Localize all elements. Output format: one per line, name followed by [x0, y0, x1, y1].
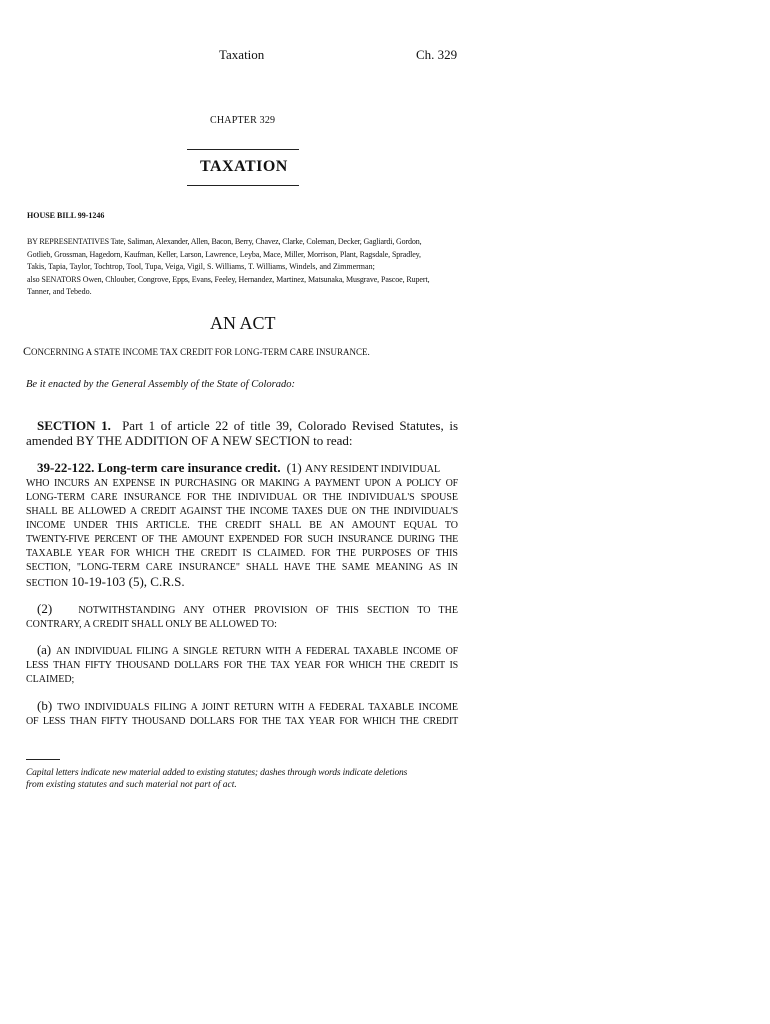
- statute-text: SECTION: [26, 578, 69, 589]
- statute-line: LONG-TERM CARE INSURANCE FOR THE INDIVIDUAL OR THE INDIVIDUAL'S SPOUSE: [26, 492, 458, 503]
- statute-line: TAXABLE YEAR FOR WHICH THE CREDIT IS CLAIMED. FOR THE PURPOSES OF THIS: [26, 548, 458, 559]
- subsection-number: (1): [286, 460, 302, 475]
- bill-number: HOUSE BILL 99-1246: [27, 211, 105, 220]
- statute-citation: 10-19-103 (5), C.R.S.: [71, 574, 185, 589]
- sponsor-line: Gotlieb, Grossman, Hagedorn, Kaufman, Keller, Larson, Lawrence, Leyba, Mace, Miller, Morrison, Plant, Ragsdale, Spradley,: [27, 249, 421, 259]
- statute-line: SHALL BE ALLOWED A CREDIT AGAINST THE INCOME TAXES DUE ON THE INDIVIDUAL'S: [26, 506, 458, 517]
- footnote-rule: [26, 759, 60, 760]
- paragraph-text: TWO INDIVIDUALS FILING A JOINT RETURN WITH A FEDERAL TAXABLE INCOME: [57, 702, 459, 713]
- sponsor-line: also SENATORS Owen, Chlouber, Congrove, Epps, Evans, Feeley, Hernandez, Martinez, Matsunaka, Musgrave, Pascoe, Rupert,: [27, 274, 430, 284]
- footnote-line: Capital letters indicate new material added to existing statutes; dashes through words indicate deletions: [26, 768, 408, 778]
- section-1-text: Part 1 of article 22 of title 39, Colorado Revised Statutes, is: [122, 418, 459, 433]
- paragraph-number: (a): [37, 642, 51, 657]
- statute-line: TWENTY-FIVE PERCENT OF THE AMOUNT EXPENDED FOR SUCH INSURANCE DURING THE: [26, 534, 458, 545]
- subsection-text: NOTWITHSTANDING ANY OTHER PROVISION OF THIS SECTION TO THE: [78, 605, 458, 616]
- statute-line: [26, 575, 458, 591]
- subsection-line: CONTRARY, A CREDIT SHALL ONLY BE ALLOWED TO:: [26, 619, 277, 630]
- paragraph-line: LESS THAN FIFTY THOUSAND DOLLARS FOR THE TAX YEAR FOR WHICH THE CREDIT IS: [26, 660, 458, 671]
- subsection-number: (2): [37, 601, 53, 616]
- act-title-initial: C: [23, 344, 32, 358]
- title-top-rule: [187, 149, 299, 150]
- running-header-title: Taxation: [219, 47, 265, 62]
- statute-initial: A: [304, 461, 314, 475]
- sponsor-line: Tanner, and Tebedo.: [27, 287, 92, 296]
- statute-section: [26, 461, 458, 591]
- paragraph-line: [26, 643, 458, 659]
- paragraph-line: CLAIMED;: [26, 674, 75, 685]
- sponsor-line: Takis, Tapia, Taylor, Tochtrop, Tool, Tupa, Veiga, Vigil, S. Williams, T. Williams, Windels, and Zimmerman;: [27, 262, 375, 271]
- sponsor-list: [27, 236, 452, 299]
- subsection-2: [26, 602, 458, 632]
- section-1-line: [26, 418, 458, 433]
- act-title: [23, 344, 370, 359]
- paragraph-number: (b): [37, 698, 53, 713]
- statute-line: SECTION, "LONG-TERM CARE INSURANCE" SHALL HAVE THE SAME MEANING AS IN: [26, 562, 458, 573]
- paragraph-line: OF LESS THAN FIFTY THOUSAND DOLLARS FOR THE TAX YEAR FOR WHICH THE CREDIT: [26, 716, 458, 727]
- enacting-clause: Be it enacted by the General Assembly of the State of Colorado:: [26, 379, 295, 390]
- running-header-chapter: Ch. 329: [416, 47, 458, 62]
- statute-text: NY RESIDENT INDIVIDUAL: [313, 464, 441, 475]
- title-bottom-rule: [187, 185, 299, 186]
- sponsor-line: BY REPRESENTATIVES Tate, Saliman, Alexander, Allen, Bacon, Berry, Chavez, Clarke, Coleman, Decker, Gagliardi, Gordon,: [27, 237, 422, 246]
- subsection-line: [26, 602, 458, 618]
- footnote-line: from existing statutes and such material not part of act.: [26, 780, 237, 790]
- chapter-number: CHAPTER 329: [210, 115, 276, 126]
- statute-first-line: [26, 461, 458, 477]
- section-1-label: SECTION 1.: [37, 418, 111, 433]
- paragraph-2a: [26, 643, 458, 687]
- chapter-title: TAXATION: [200, 158, 288, 175]
- section-1-line: amended BY THE ADDITION OF A NEW SECTION to read:: [26, 433, 353, 448]
- statute-line: INCOME UNDER THIS ARTICLE. THE CREDIT SHALL BE AN AMOUNT EQUAL TO: [26, 520, 458, 531]
- paragraph-text: AN INDIVIDUAL FILING A SINGLE RETURN WITH A FEDERAL TAXABLE INCOME OF: [56, 646, 458, 657]
- statute-line: WHO INCURS AN EXPENSE IN PURCHASING OR MAKING A PAYMENT UPON A POLICY OF: [26, 478, 458, 489]
- footnote: [26, 767, 466, 791]
- act-heading: AN ACT: [210, 313, 276, 333]
- statute-heading: 39-22-122. Long-term care insurance credit.: [37, 460, 281, 475]
- section-1-intro: [26, 418, 458, 448]
- paragraph-line: [26, 699, 458, 715]
- act-title-rest: ONCERNING A STATE INCOME TAX CREDIT FOR LONG-TERM CARE INSURANCE.: [31, 347, 370, 357]
- paragraph-2b: [26, 699, 458, 729]
